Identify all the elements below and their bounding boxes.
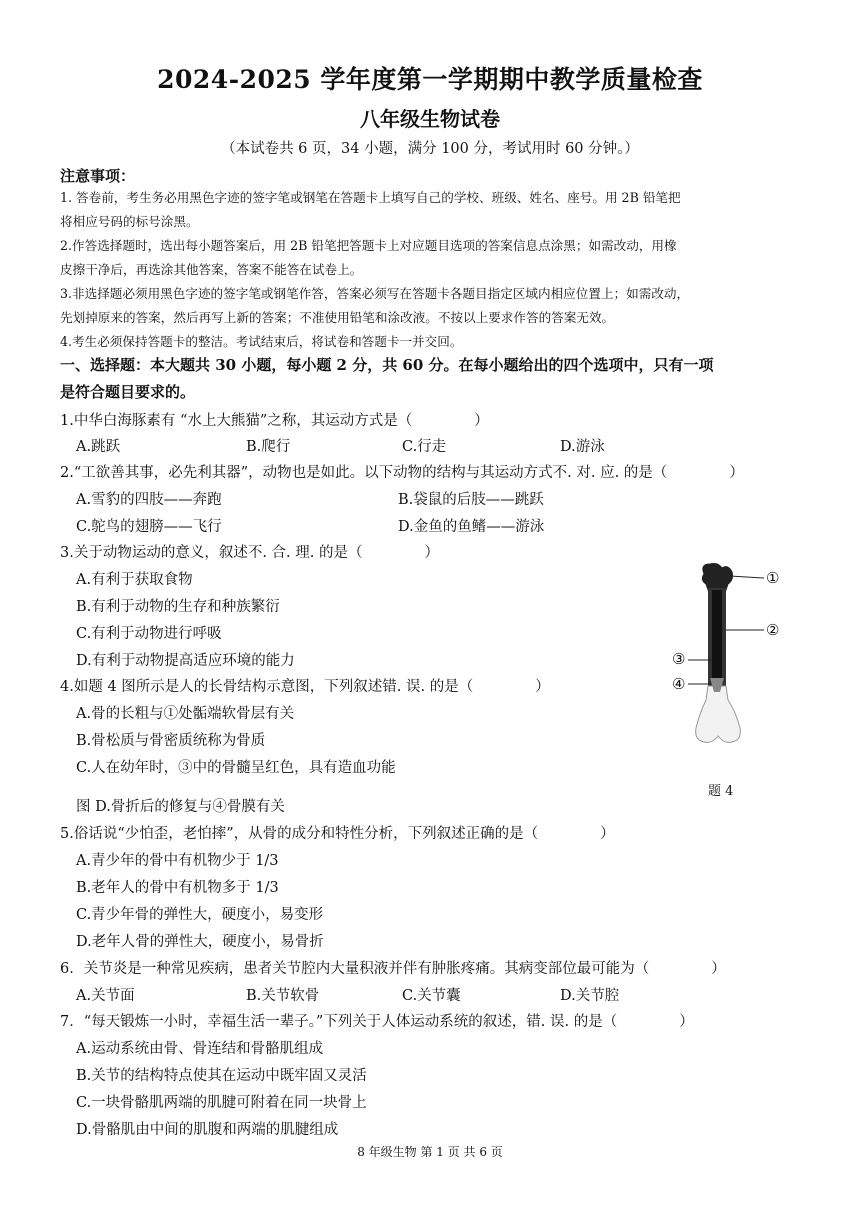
section-heading: 一、选择题：本大题共 30 小题，每小题 2 分，共 60 分。在每小题给出的四个选项中，只有一项 bbox=[60, 356, 714, 374]
option-a: A.跳跃 bbox=[76, 439, 121, 455]
section-heading-cont: 是符合题目要求的。 bbox=[60, 383, 196, 401]
figure-label-1: ① bbox=[766, 569, 780, 587]
question-4 bbox=[60, 675, 550, 696]
option-c: C.行走 bbox=[402, 439, 447, 455]
question-6 bbox=[60, 957, 726, 978]
note-line: 将相应号码的标号涂黑。 bbox=[60, 214, 199, 229]
option-a: A.雪豹的四肢——奔跑 bbox=[76, 492, 222, 508]
question-stem: 4.如题 4 图所示是人的长骨结构示意图，下列叙述错. 误. 的是（ bbox=[60, 679, 474, 695]
long-bone-figure bbox=[670, 560, 800, 760]
option-a: A.骨的长粗与①处骺端软骨层有关 bbox=[76, 706, 295, 722]
figure-label-4: ④ bbox=[672, 675, 686, 693]
option-d: D.骨骼肌由中间的肌腹和两端的肌腱组成 bbox=[76, 1122, 339, 1138]
question-paren-close: ） bbox=[424, 545, 439, 561]
option-a: A.关节面 bbox=[76, 988, 135, 1004]
notes-heading: 注意事项： bbox=[60, 167, 136, 185]
question-5 bbox=[60, 822, 615, 843]
option-d: 图 D.骨折后的修复与④骨膜有关 bbox=[76, 799, 285, 815]
option-b: B.关节软骨 bbox=[246, 988, 320, 1004]
figure-label-3: ③ bbox=[672, 650, 686, 668]
question-3 bbox=[60, 541, 439, 562]
option-a: A.运动系统由骨、骨连结和骨骼肌组成 bbox=[76, 1041, 324, 1057]
question-2 bbox=[60, 461, 744, 482]
option-d: D.有利于动物提高适应环境的能力 bbox=[76, 653, 295, 669]
option-d: D.老年人骨的弹性大，硬度小，易骨折 bbox=[76, 934, 324, 950]
option-b: B.袋鼠的后肢——跳跃 bbox=[398, 492, 544, 508]
question-stem: 1.中华白海豚素有 “水上大熊猫”之称，其运动方式是（ bbox=[60, 413, 413, 429]
question-stem: 7．“每天锻炼一小时，幸福生活一辈子。”下列关于人体运动系统的叙述，错. 误. 的是（ bbox=[60, 1014, 618, 1030]
question-paren-close: ） bbox=[474, 413, 489, 429]
question-7 bbox=[60, 1010, 694, 1031]
option-a: A.有利于获取食物 bbox=[76, 572, 193, 588]
question-stem: 6．关节炎是一种常见疾病，患者关节腔内大量积液并伴有肿胀疼痛。其病变部位最可能为（ bbox=[60, 961, 650, 977]
question-paren-close: ） bbox=[679, 1014, 694, 1030]
note-line: 3.非选择题必须用黑色字迹的签字笔或钢笔作答，答案必须写在答题卡各题目指定区域内相应位置上；如需改动， bbox=[60, 286, 690, 301]
option-c: C.人在幼年时，③中的骨髓呈红色，具有造血功能 bbox=[76, 760, 396, 776]
option-a: A.青少年的骨中有机物少于 1/3 bbox=[76, 853, 279, 869]
figure-label-2: ② bbox=[766, 621, 780, 639]
note-line: 先划掉原来的答案，然后再写上新的答案；不准使用铅笔和涂改液。不按以上要求作答的答案无效。 bbox=[60, 310, 615, 325]
exam-title: 2024-2025 学年度第一学期期中教学质量检查 bbox=[157, 65, 703, 94]
exam-info: （本试卷共 6 页，34 小题，满分 100 分，考试用时 60 分钟。） bbox=[221, 141, 639, 157]
question-stem: 2.“工欲善其事，必先利其器”，动物也是如此。以下动物的结构与其运动方式不. 对. 应. 的是（ bbox=[60, 465, 668, 481]
question-paren-close: ） bbox=[600, 826, 615, 842]
question-1 bbox=[60, 409, 489, 430]
option-c: C.关节囊 bbox=[402, 988, 461, 1004]
figure-caption: 题 4 bbox=[708, 784, 734, 799]
option-b: B.有利于动物的生存和种族繁衍 bbox=[76, 599, 280, 615]
option-b: B.爬行 bbox=[246, 439, 291, 455]
option-c: C.有利于动物进行呼吸 bbox=[76, 626, 222, 642]
question-stem: 5.俗话说“少怕歪，老怕摔”，从骨的成分和特性分析，下列叙述正确的是（ bbox=[60, 826, 539, 842]
question-stem: 3.关于动物运动的意义，叙述不. 合. 理. 的是（ bbox=[60, 545, 363, 561]
exam-subtitle: 八年级生物试卷 bbox=[360, 107, 500, 131]
question-paren-close: ） bbox=[535, 679, 550, 695]
option-c: C.青少年骨的弹性大，硬度小，易变形 bbox=[76, 907, 324, 923]
option-d: D.金鱼的鱼鳍——游泳 bbox=[398, 519, 545, 535]
option-d: D.关节腔 bbox=[560, 988, 620, 1004]
note-line: 2.作答选择题时，选出每小题答案后，用 2B 铅笔把答题卡上对应题目选项的答案信息点涂黑；如需改动，用橡 bbox=[60, 238, 677, 253]
option-b: B.骨松质与骨密质统称为骨质 bbox=[76, 733, 266, 749]
question-paren-close: ） bbox=[729, 465, 744, 481]
option-b: B.老年人的骨中有机物多于 1/3 bbox=[76, 880, 279, 896]
option-b: B.关节的结构特点使其在运动中既牢固又灵活 bbox=[76, 1068, 367, 1084]
question-paren-close: ） bbox=[711, 961, 726, 977]
page-footer: 8 年级生物 第 1 页 共 6 页 bbox=[357, 1145, 503, 1159]
option-d: D.游泳 bbox=[560, 439, 605, 455]
note-line: 1. 答卷前，考生务必用黑色字迹的签字笔或钢笔在答题卡上填写自己的学校、班级、姓名、座号。用 2B 铅笔把 bbox=[60, 190, 681, 205]
option-c: C.鸵鸟的翅膀——飞行 bbox=[76, 519, 222, 535]
note-line: 4.考生必须保持答题卡的整洁。考试结束后，将试卷和答题卡一并交回。 bbox=[60, 334, 463, 349]
note-line: 皮擦干净后，再选涂其他答案，答案不能答在试卷上。 bbox=[60, 262, 363, 277]
option-c: C.一块骨骼肌两端的肌腱可附着在同一块骨上 bbox=[76, 1095, 367, 1111]
